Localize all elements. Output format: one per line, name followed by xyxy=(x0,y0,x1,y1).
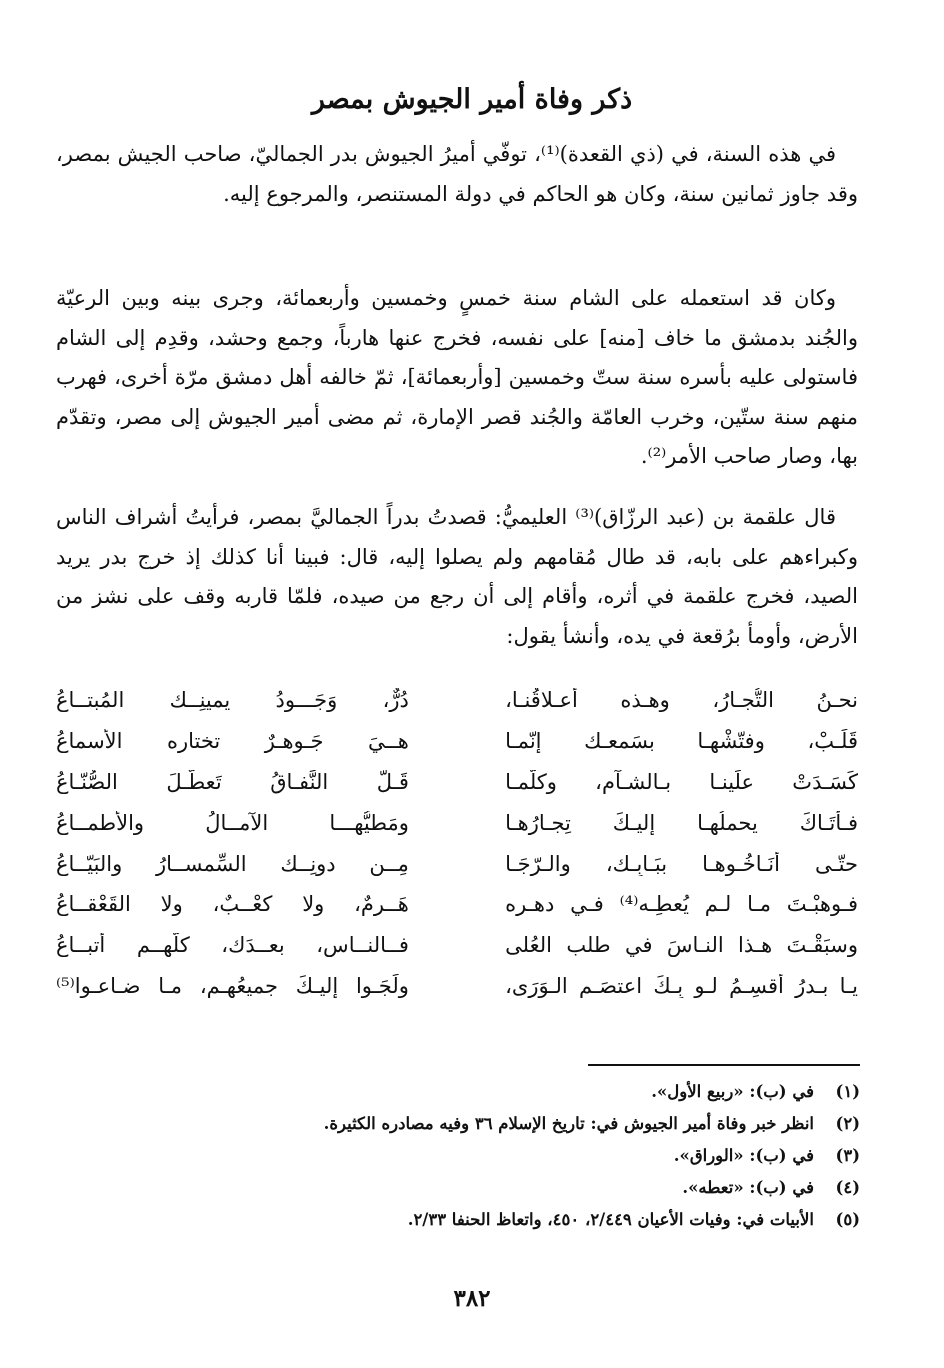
footnote xyxy=(56,1140,860,1172)
poem-verse xyxy=(56,843,858,884)
verse-second-hemistich: قَـلَّ النَّفـاقُ تَعطّـلَ الصُّنّـاعُ xyxy=(56,769,409,794)
footnote-divider xyxy=(588,1064,860,1066)
verse-first-hemistich: قَلِّـبْ، وفتّشْهـا بسَمعـك إنّمـا xyxy=(505,729,858,754)
footnote-number: (٣) xyxy=(835,1146,860,1165)
page-number: ٣٨٢ xyxy=(453,1285,491,1312)
verse-second-hemistich: هــيَ جَـوهـرٌ تختاره الأسماعُ xyxy=(56,729,409,754)
footnote-number: (١) xyxy=(835,1082,860,1101)
footnote xyxy=(56,1108,860,1140)
verse-second-hemistich: مِــن دونِــك السِّمســارُ والبَيّــاعُ xyxy=(56,851,409,876)
verse-first-hemistich: فـأتَـاكَ يحملُهـا إليـكَ تِجـارُهـا xyxy=(505,810,858,835)
verse-first-hemistich: حتّـى أنَـاخُـوهـا ببَـابِـك، والـرّجَـا xyxy=(505,851,858,876)
footnote-number: (٢) xyxy=(835,1114,860,1133)
paragraph-2: وكان قد استعمله على الشام سنة خمسٍ وخمسين وأربعمائة، وجرى بينه وبين الرعيّة والجُند بدمشق ما خاف [منه] على نفسه، فخرج عنها هارباً، وجمع وحشد، وقدِم إلى الشام فاستولى عليه بأسره سنة ستّ وخمسين [وأربعمائة]، ثمّ خالفه أهل دمشق مرّة أخرى، فهرب منهم سنة ستّين، وخرب العامّة والجُند قصر الإمارة، ثم مضى أمير الجيوش إلى مصر، وتقدّم بها، وصار صاحب الأمر⁽²⁾. xyxy=(56,286,858,468)
poem-verse xyxy=(56,802,858,843)
verse-second-hemistich: ومَطيُّهـــا الآمــالُ والأطمــاعُ xyxy=(56,810,409,835)
verse-second-hemistich: ولَجَـوا إليـكَ جميعُهـم، مـا ضـاعـوا⁽⁵⁾ xyxy=(56,973,409,998)
paragraph-3: قال علقمة بن (عبد الرزّاق)⁽³⁾ العليميُّ: قصدتُ بدراً الجماليَّ بمصر، فرأيتُ أشراف الناس وكبراءهم على بابه، قد طال مُقامهم ولم يصلوا إليه، قال: فبينا أنا كذلك إذ خرج بدر يريد الصيد، فخرج علقمة في أثره، وأقام إلى أن رجع من صيده، فلمّا قاربه وقف على نشز من الأرض، وأومأ برُقعة في يده، وأنشأ يقول: xyxy=(56,505,858,648)
footnote xyxy=(56,1076,860,1108)
footnote-text: في (ب): «ربيع الأول». xyxy=(651,1082,814,1101)
verse-second-hemistich: فــالنــاس، بعــدَك، كلّهــم أتبــاعُ xyxy=(56,933,409,958)
footnotes xyxy=(56,1076,860,1236)
poem-verse xyxy=(56,884,858,925)
poem-verse xyxy=(56,721,858,762)
section-heading: ذكر وفاة أمير الجيوش بمصر xyxy=(311,84,633,115)
poem-verse xyxy=(56,966,858,1007)
poem-verse xyxy=(56,680,858,721)
footnote-text: في (ب): «الوراق». xyxy=(673,1146,814,1165)
verse-first-hemistich: فـوهبْـتَ مـا لـم يُعطِـه⁽⁴⁾ فـي دهـره xyxy=(505,892,858,917)
verse-first-hemistich: يـا بـدرُ أُقسِـمُ لـو بِـكَ اعتصَـم الـوَرَى، xyxy=(505,973,858,998)
footnote-text: الأبيات في: وفيات الأعيان ٢/٤٤٩، ٤٥٠، واتعاظ الحنفا ٢/٣٣. xyxy=(407,1210,814,1229)
verse-first-hemistich: وسبَقْـتَ هـذا النـاسَ في طلب العُلى xyxy=(505,933,858,958)
footnote xyxy=(56,1172,860,1204)
poem-verse xyxy=(56,762,858,803)
verse-second-hemistich: هَــرِمٌ، ولا كعْــبٌ، ولا القَعْقــاعُ xyxy=(56,892,409,917)
verse-first-hemistich: نحـنُ التُّجـارُ، وهـذه أعـلاقُنـا، xyxy=(505,688,858,713)
poem xyxy=(56,680,858,1006)
footnote-number: (٤) xyxy=(835,1178,860,1197)
footnote-number: (٥) xyxy=(835,1210,860,1229)
paragraph-1: في هذه السنة، في (ذي القعدة)⁽¹⁾، توفّي أميرُ الجيوش بدر الجماليّ، صاحب الجيش بمصر، وقد جاوز ثمانين سنة، وكان هو الحاكم في دولة المستنصر، والمرجوع إليه. xyxy=(56,142,858,206)
verse-second-hemistich: دُرٌّ، وَجَـــودُ يمينِــك المُبتــاعُ xyxy=(56,688,409,713)
footnote-text: انظر خبر وفاة أمير الجيوش في: تاريخ الإسلام ٣٦ وفيه مصادره الكثيرة. xyxy=(323,1114,814,1133)
footnote-text: في (ب): «تعطه». xyxy=(682,1178,814,1197)
footnote xyxy=(56,1204,860,1236)
verse-first-hemistich: كَسَـدَتْ علَينـا بـالشـآم، وكلّمـا xyxy=(505,769,858,794)
poem-verse xyxy=(56,925,858,966)
